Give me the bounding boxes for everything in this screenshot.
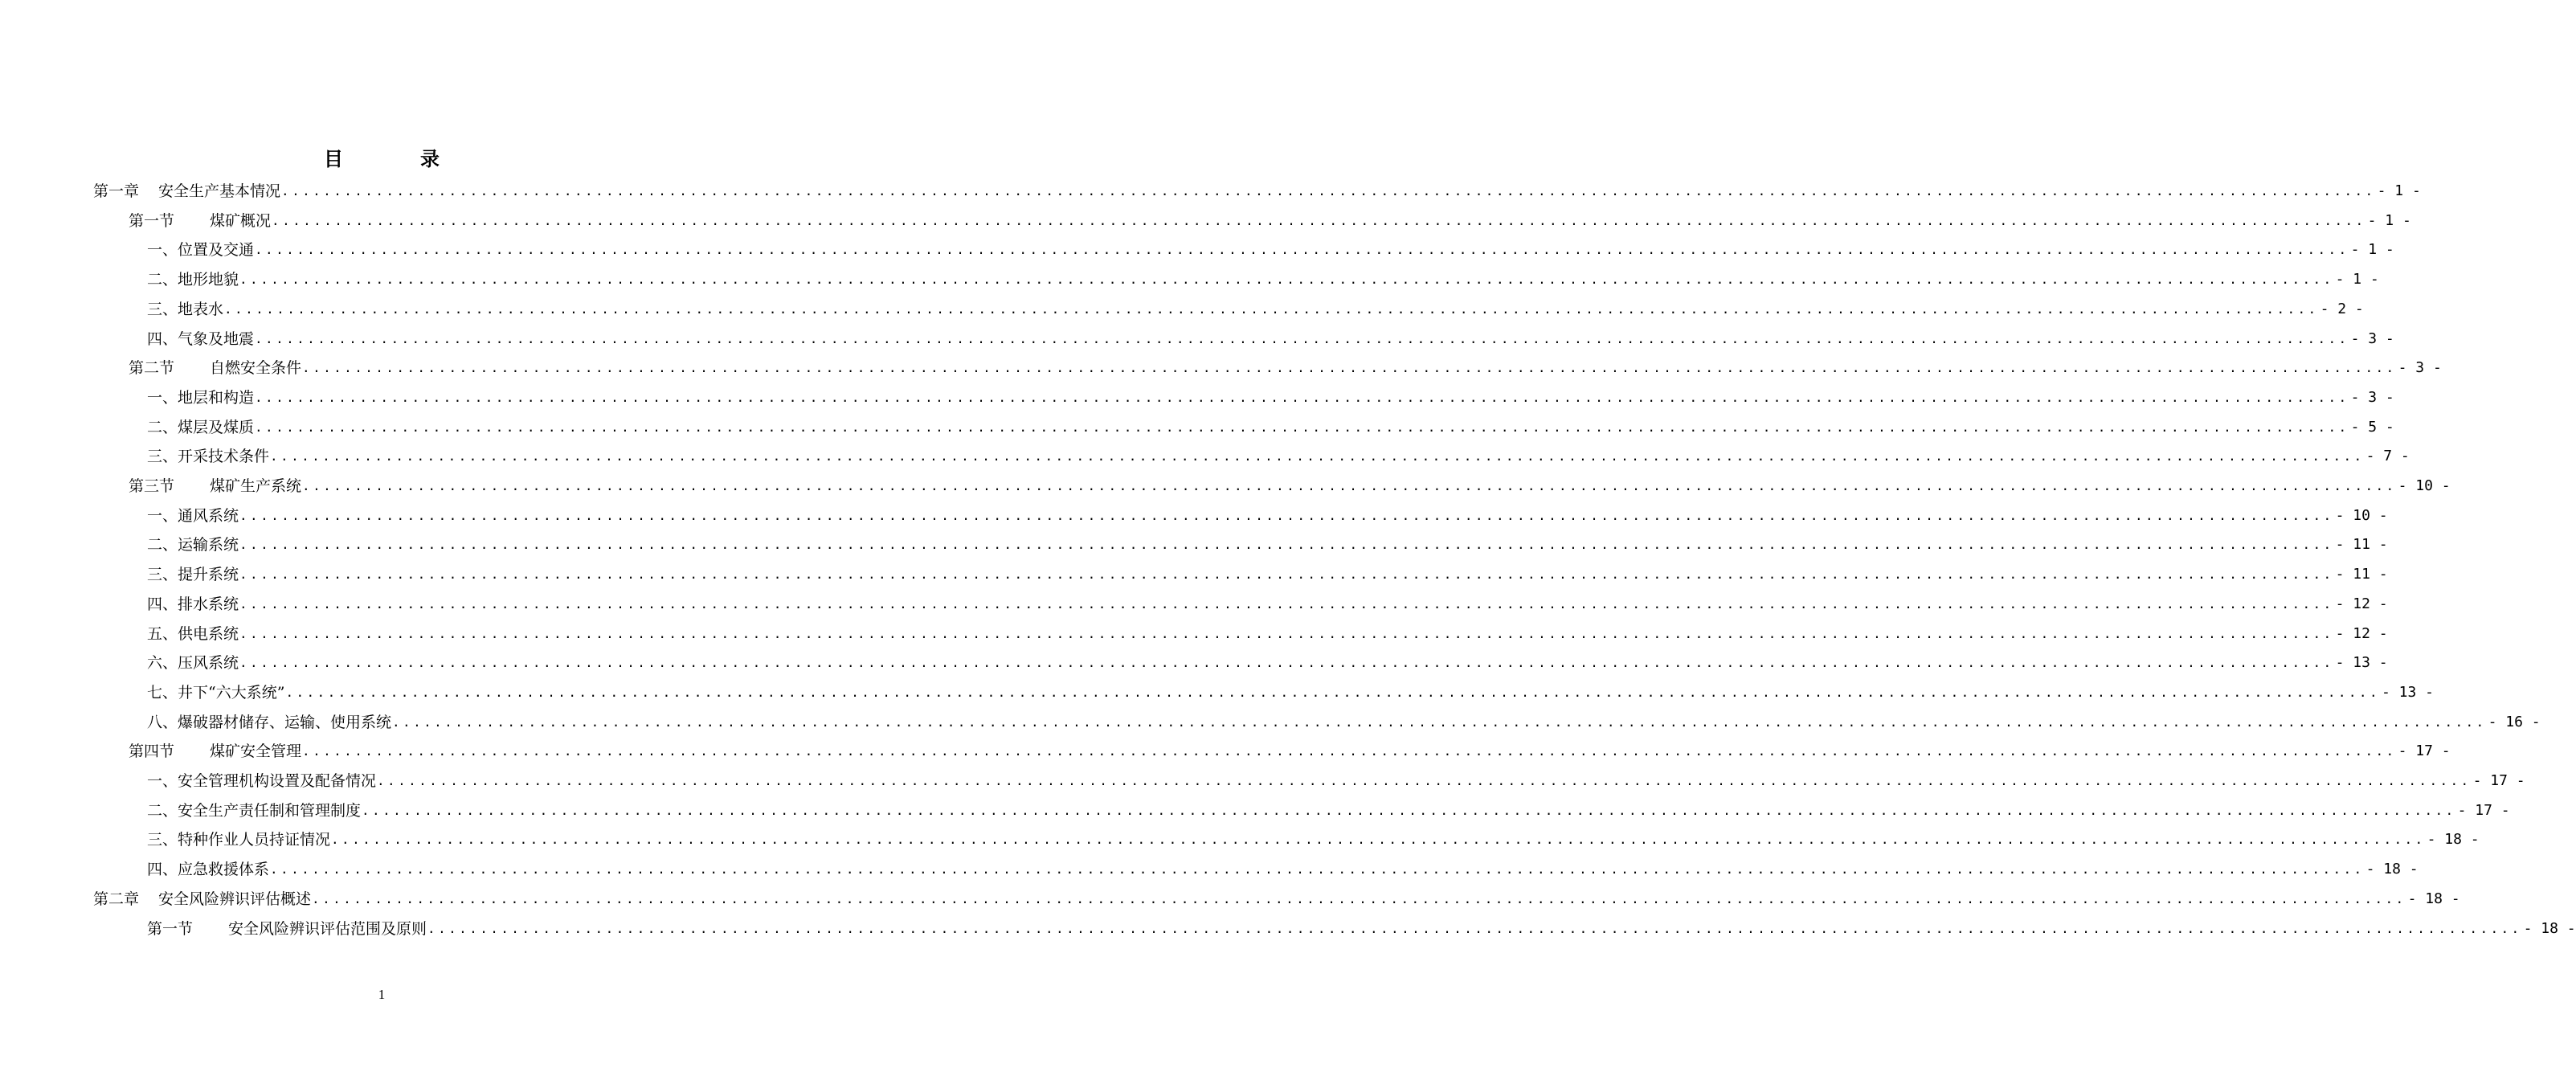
toc-entry-page: - 17 - [2472,772,2525,789]
toc-leader-dots: ........................................................................................................................................................................................................ [255,419,2349,435]
toc-entry[interactable] [147,620,2388,648]
toc-entry[interactable] [147,325,2394,354]
toc-entry[interactable] [129,354,2442,382]
page-title [0,145,763,174]
toc-leader-dots: ........................................................................................................................................................................................................ [312,890,2406,906]
toc-entry-page: - 17 - [2398,742,2451,760]
toc-entry-label [147,648,239,677]
toc-leader-dots: ........................................................................................................................................................................................................ [239,625,2334,641]
toc-entry-text: 二、煤层及煤质 [147,418,255,436]
toc-entry-text: 煤矿安全管理 [210,742,302,761]
toc-leader-dots: ........................................................................................................................................................................................................ [302,478,2397,493]
toc-leader-dots: ........................................................................................................................................................................................................ [239,595,2334,612]
toc-entry[interactable] [129,207,2411,235]
toc-entry-text: 三、开采技术条件 [147,448,270,466]
toc-entry-page: - 11 - [2335,566,2388,583]
toc-entry[interactable] [93,885,2460,914]
toc-entry-prefix: 第二章 [93,890,140,908]
toc-leader-dots: ........................................................................................................................................................................................................ [255,242,2349,258]
toc-entry-label [129,207,271,235]
toc-entry[interactable] [147,413,2394,442]
toc-entry-label [129,354,301,382]
toc-entry-page: - 18 - [2523,919,2576,937]
toc-leader-dots: ........................................................................................................................................................................................................ [255,330,2349,346]
toc-entry-label [147,442,269,471]
toc-entry-label [147,590,239,619]
toc-entry[interactable] [147,914,2576,943]
toc-entry[interactable] [147,530,2388,559]
toc-entry-label [93,177,280,206]
toc-entry[interactable] [147,796,2510,825]
toc-leader-dots: ........................................................................................................................................................................................................ [302,360,2397,376]
toc-entry[interactable] [147,590,2388,619]
toc-entry-text: 三、特种作业人员持证情况 [147,831,331,849]
toc-entry-text: 二、安全生产责任制和管理制度 [147,801,362,820]
toc-entry-page: - 1 - [2367,211,2411,229]
toc-leader-dots: ........................................................................................................................................................................................................ [427,920,2522,936]
toc-entry-label [147,620,239,648]
toc-entry[interactable] [147,265,2379,294]
toc-entry-page: - 18 - [2407,890,2460,907]
toc-entry-label [147,855,269,884]
toc-entry-label [147,914,427,943]
toc-entry-prefix: 第一章 [93,182,140,200]
toc-entry-page: - 11 - [2335,536,2388,554]
toc-entry[interactable] [147,825,2480,854]
toc-entry-text: 安全生产基本情况 [158,182,281,200]
toc-entry-label [93,885,311,914]
toc-leader-dots: ........................................................................................................................................................................................................ [270,448,2365,464]
toc-leader-dots: ........................................................................................................................................................................................................ [239,272,2334,288]
toc-entry-label [147,825,330,854]
toc-entry-page: - 17 - [2457,801,2510,819]
toc-leader-dots: ........................................................................................................................................................................................................ [281,183,2376,198]
toc-entry-label [147,413,254,442]
toc-entry-page: - 10 - [2335,506,2388,524]
toc-entry-page: - 7 - [2365,448,2410,465]
toc-entry-prefix: 第四节 [129,742,175,761]
toc-entry-prefix: 第三节 [129,477,175,495]
toc-entry-label [147,501,239,530]
toc-leader-dots: ........................................................................................................................................................................................................ [239,655,2334,671]
toc-entry[interactable] [129,737,2451,766]
toc-entry-page: - 13 - [2382,683,2435,701]
toc-entry[interactable] [147,648,2388,677]
toc-entry-label [147,678,284,707]
toc-leader-dots: ........................................................................................................................................................................................................ [377,773,2472,788]
toc-entry-page: - 3 - [2350,329,2394,347]
toc-entry-page: - 5 - [2350,418,2394,436]
footer-page-number: 1 [378,987,386,1002]
toc-entry-page: - 1 - [2377,182,2421,199]
toc-entry-text: 七、井下“六大系统” [147,683,285,702]
toc-entry-prefix: 第二节 [129,359,175,378]
toc-entry-text: 二、运输系统 [147,536,239,554]
toc-entry-text: 一、位置及交通 [147,241,255,260]
toc-entry-text: 自燃安全条件 [210,359,302,378]
toc-entry-label [147,560,239,589]
toc-entry-prefix: 第一节 [129,211,175,230]
toc-entry-label [147,383,254,412]
toc-entry-label [147,530,239,559]
title-left-char: 目 [324,147,343,170]
toc-leader-dots: ........................................................................................................................................................................................................ [285,684,2380,700]
toc-entry[interactable] [147,708,2541,737]
toc-entry-page: - 13 - [2335,654,2388,672]
title-right-char: 录 [420,147,440,170]
toc-leader-dots: ........................................................................................................................................................................................................ [255,389,2349,405]
toc-entry-page: - 3 - [2398,359,2442,377]
toc-entry-text: 煤矿生产系统 [210,477,302,495]
toc-entry-page: - 10 - [2398,477,2451,494]
toc-entry[interactable] [147,383,2394,412]
toc-entry-text: 一、安全管理机构设置及配备情况 [147,772,377,790]
toc-entry-label [147,235,254,264]
toc-entry-label [147,708,391,737]
toc-entry-page: - 12 - [2335,624,2388,642]
toc-entry-label [147,767,376,796]
toc-leader-dots: ........................................................................................................................................................................................................ [362,802,2456,818]
toc-entry[interactable] [147,855,2419,884]
toc-entry-page: - 16 - [2488,713,2541,730]
toc-leader-dots: ........................................................................................................................................................................................................ [224,301,2319,317]
toc-entry-text: 六、压风系统 [147,654,239,673]
toc-entry-label [147,325,254,354]
toc-leader-dots: ........................................................................................................................................................................................................ [270,861,2365,878]
toc-entry-page: - 18 - [2427,831,2480,849]
toc-entry-text: 安全风险辨识评估概述 [158,890,312,908]
toc-leader-dots: ........................................................................................................................................................................................................ [239,537,2334,553]
toc-entry-label [129,472,301,501]
toc-entry-text: 四、排水系统 [147,595,239,613]
toc-entry-label [129,737,301,766]
toc-leader-dots: ........................................................................................................................................................................................................ [302,743,2397,759]
toc-entry-page: - 12 - [2335,595,2388,612]
toc-entry[interactable] [147,442,2410,471]
toc-entry[interactable] [147,295,2364,324]
toc-entry-text: 三、提升系统 [147,566,239,584]
toc-entry-text: 四、应急救援体系 [147,861,270,879]
toc-leader-dots: ........................................................................................................................................................................................................ [272,212,2366,228]
toc-entry-text: 安全风险辨识评估范围及原则 [228,919,427,938]
toc-entry-text: 五、供电系统 [147,624,239,643]
toc-entry-text: 二、地形地貌 [147,271,239,289]
toc-entry-prefix: 第一节 [147,919,194,938]
toc-leader-dots: ........................................................................................................................................................................................................ [392,714,2487,730]
toc-entry-page: - 2 - [2320,300,2364,317]
toc-entry-text: 四、气象及地震 [147,329,255,348]
toc-entry-text: 一、地层和构造 [147,388,255,407]
toc-leader-dots: ........................................................................................................................................................................................................ [331,832,2426,848]
toc-entry[interactable] [147,235,2394,264]
toc-entry-label [147,796,361,825]
toc-entry-page: - 1 - [2350,241,2394,259]
toc-entry[interactable] [129,472,2451,501]
toc-leader-dots: ........................................................................................................................................................................................................ [239,567,2334,583]
toc-entry-text: 一、通风系统 [147,506,239,525]
toc-entry-text: 三、地表水 [147,300,224,318]
toc-entry[interactable] [93,177,2421,206]
toc-entry-label [147,295,223,324]
toc-leader-dots: ........................................................................................................................................................................................................ [239,507,2334,523]
toc-entry-page: - 3 - [2350,388,2394,406]
toc-entry-label [147,265,239,294]
toc-entry-text: 煤矿概况 [210,211,272,230]
toc-entry[interactable] [147,678,2435,707]
toc-entry[interactable] [147,560,2388,589]
toc-entry[interactable] [147,767,2525,796]
toc-entry[interactable] [147,501,2388,530]
toc-entry-page: - 1 - [2335,271,2379,288]
toc-entry-text: 八、爆破器材储存、运输、使用系统 [147,713,392,731]
toc-entry-page: - 18 - [2365,861,2419,878]
